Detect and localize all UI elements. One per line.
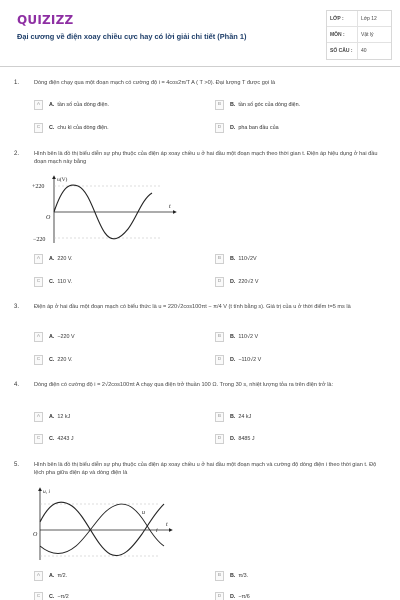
question-text: Hình bên là đồ thị biểu diễn sự phụ thuộc của điện áp xoay chiều u ở hai đầu một đoạn mạch theo thời gian t. Điện áp hiệu dụng ở hai đầu đoạn mạch này bằng (34, 151, 378, 165)
option-c[interactable] (34, 354, 73, 365)
option-letter: C (34, 434, 43, 444)
option-letter: A (34, 100, 43, 110)
option-letter: C (34, 592, 43, 600)
question-text: Điện áp ở hai đầu một đoạn mạch có biểu thức là u = 220√2cos100πt − π/4 V (t tính bằng s). Giá trị của u ở thời điểm t=5 ms là (34, 304, 351, 310)
i-curve-label: i (156, 528, 158, 534)
option-text: tần số góc của dòng điện. (238, 101, 301, 108)
y-axis-label: u, i (43, 489, 51, 495)
option-letter: A (34, 332, 43, 342)
top-label: +220 (32, 184, 45, 190)
voltage-current-graph (30, 484, 175, 562)
option-text: 8485 J (238, 435, 255, 442)
option-letter: C (34, 277, 43, 287)
option-text: pha ban đầu của (238, 124, 279, 131)
question-text: Dòng điện chạy qua một đoạn mạch có cường độ i = 4cos2π/T A ( T >0). Đại lượng T được gọi là (34, 80, 276, 86)
t-axis-label: t (169, 204, 171, 210)
option-letter: D (215, 434, 224, 444)
option-label: C. (49, 593, 55, 600)
meta-key: MÔN : (330, 31, 345, 38)
option-text: −110√2 V (238, 356, 262, 363)
t-axis-label: t (166, 522, 168, 528)
option-c[interactable] (34, 591, 69, 600)
option-b[interactable] (215, 253, 257, 264)
option-letter: D (215, 592, 224, 600)
option-label: C. (49, 278, 55, 285)
option-letter: C (34, 123, 43, 133)
option-d[interactable] (215, 354, 261, 365)
option-letter: B (215, 332, 224, 342)
meta-row-subject (327, 27, 391, 43)
option-text: π/3. (238, 572, 249, 579)
option-letter: B (215, 571, 224, 581)
option-d[interactable] (215, 276, 258, 287)
option-b[interactable] (215, 331, 258, 342)
worksheet-title: Đại cương về điện xoay chiều cực hay có lời giải chi tiết (Phần 1) (17, 32, 247, 41)
option-c[interactable] (34, 433, 74, 444)
option-a[interactable] (34, 99, 109, 110)
option-d[interactable] (215, 433, 255, 444)
question-number: 5. (14, 462, 20, 468)
option-label: D. (230, 278, 236, 285)
option-b[interactable] (215, 570, 248, 581)
option-label: C. (49, 356, 55, 363)
option-b[interactable] (215, 411, 251, 422)
option-letter: A (34, 254, 43, 264)
bottom-label: −220 (33, 237, 46, 243)
option-letter: A (34, 571, 43, 581)
option-text: 4243 J (57, 435, 74, 442)
meta-table (326, 10, 392, 60)
meta-key: SỐ CÂU : (330, 48, 353, 54)
option-text: 220 V. (57, 255, 73, 262)
question-text: Hình bên là đồ thị biểu diễn sự phụ thuộc của điện áp xoay chiều u ở hai đầu một đoạn mạch và cường độ dòng điện i theo thời gian t. Độ lệch pha giữa điện áp và dòng điện là (34, 462, 377, 476)
option-text: 110√2 V (238, 333, 259, 340)
meta-value: Lớp 12 (357, 11, 391, 26)
option-text: chu kì của dòng điện. (57, 124, 109, 131)
question-number: 2. (14, 151, 20, 157)
question-number: 3. (14, 304, 20, 310)
meta-value: Vật lý (357, 27, 391, 42)
option-label: D. (230, 124, 236, 131)
option-label: A. (49, 333, 55, 340)
option-label: D. (230, 593, 236, 600)
y-axis-label: u(V) (57, 177, 68, 183)
option-c[interactable] (34, 276, 72, 287)
option-text: 110 V. (57, 278, 73, 285)
option-label: A. (49, 413, 55, 420)
option-d[interactable] (215, 591, 250, 600)
u-curve-label: u (142, 510, 145, 516)
option-label: B. (230, 255, 236, 262)
option-letter: D (215, 277, 224, 287)
option-letter: C (34, 355, 43, 365)
option-text: 220 V. (57, 356, 73, 363)
option-label: D. (230, 356, 236, 363)
voltage-time-graph (30, 173, 180, 245)
option-label: C. (49, 435, 55, 442)
option-letter: D (215, 123, 224, 133)
option-b[interactable] (215, 99, 300, 110)
question-number: 4. (14, 382, 20, 388)
option-d[interactable] (215, 122, 279, 133)
option-label: D. (230, 435, 236, 442)
option-label: B. (230, 572, 236, 579)
option-text: −220 V (57, 333, 75, 340)
option-text: π/2. (57, 572, 68, 579)
option-letter: D (215, 355, 224, 365)
option-a[interactable] (34, 253, 73, 264)
option-label: A. (49, 101, 55, 108)
option-label: C. (49, 124, 55, 131)
option-a[interactable] (34, 331, 75, 342)
meta-row-count (327, 43, 391, 59)
option-letter: B (215, 100, 224, 110)
quizizz-logo: QUIZIZZ (17, 13, 74, 27)
origin-label: O (46, 215, 51, 221)
meta-key: LỚP : (330, 15, 344, 22)
option-letter: A (34, 412, 43, 422)
option-text: −π/2 (57, 593, 69, 600)
option-label: B. (230, 333, 236, 340)
option-text: 220√2 V (238, 278, 259, 285)
question-number: 1. (14, 80, 20, 86)
option-a[interactable] (34, 570, 67, 581)
meta-value: 40 (357, 43, 391, 59)
option-label: A. (49, 255, 55, 262)
option-label: B. (230, 413, 236, 420)
option-text: 24 kJ (238, 413, 252, 420)
question-text: Dòng điện có cường độ i = 2√2cos100πt A chạy qua điện trở thuần 100 Ω. Trong 30 s, nhiệt lượng tỏa ra trên điện trở là: (34, 382, 334, 388)
option-c[interactable] (34, 122, 109, 133)
option-letter: B (215, 254, 224, 264)
origin-label: O (33, 532, 38, 538)
option-label: B. (230, 101, 236, 108)
meta-row-class (327, 11, 391, 27)
option-text: tần số của dòng điện. (57, 101, 109, 108)
option-text: −π/6 (238, 593, 250, 600)
option-label: A. (49, 572, 55, 579)
option-text: 12 kJ (57, 413, 71, 420)
voltage-curve (40, 502, 164, 555)
option-a[interactable] (34, 411, 70, 422)
header-divider (0, 66, 400, 67)
option-text: 110√2V (238, 255, 257, 262)
worksheet-header (0, 0, 400, 62)
option-letter: B (215, 412, 224, 422)
